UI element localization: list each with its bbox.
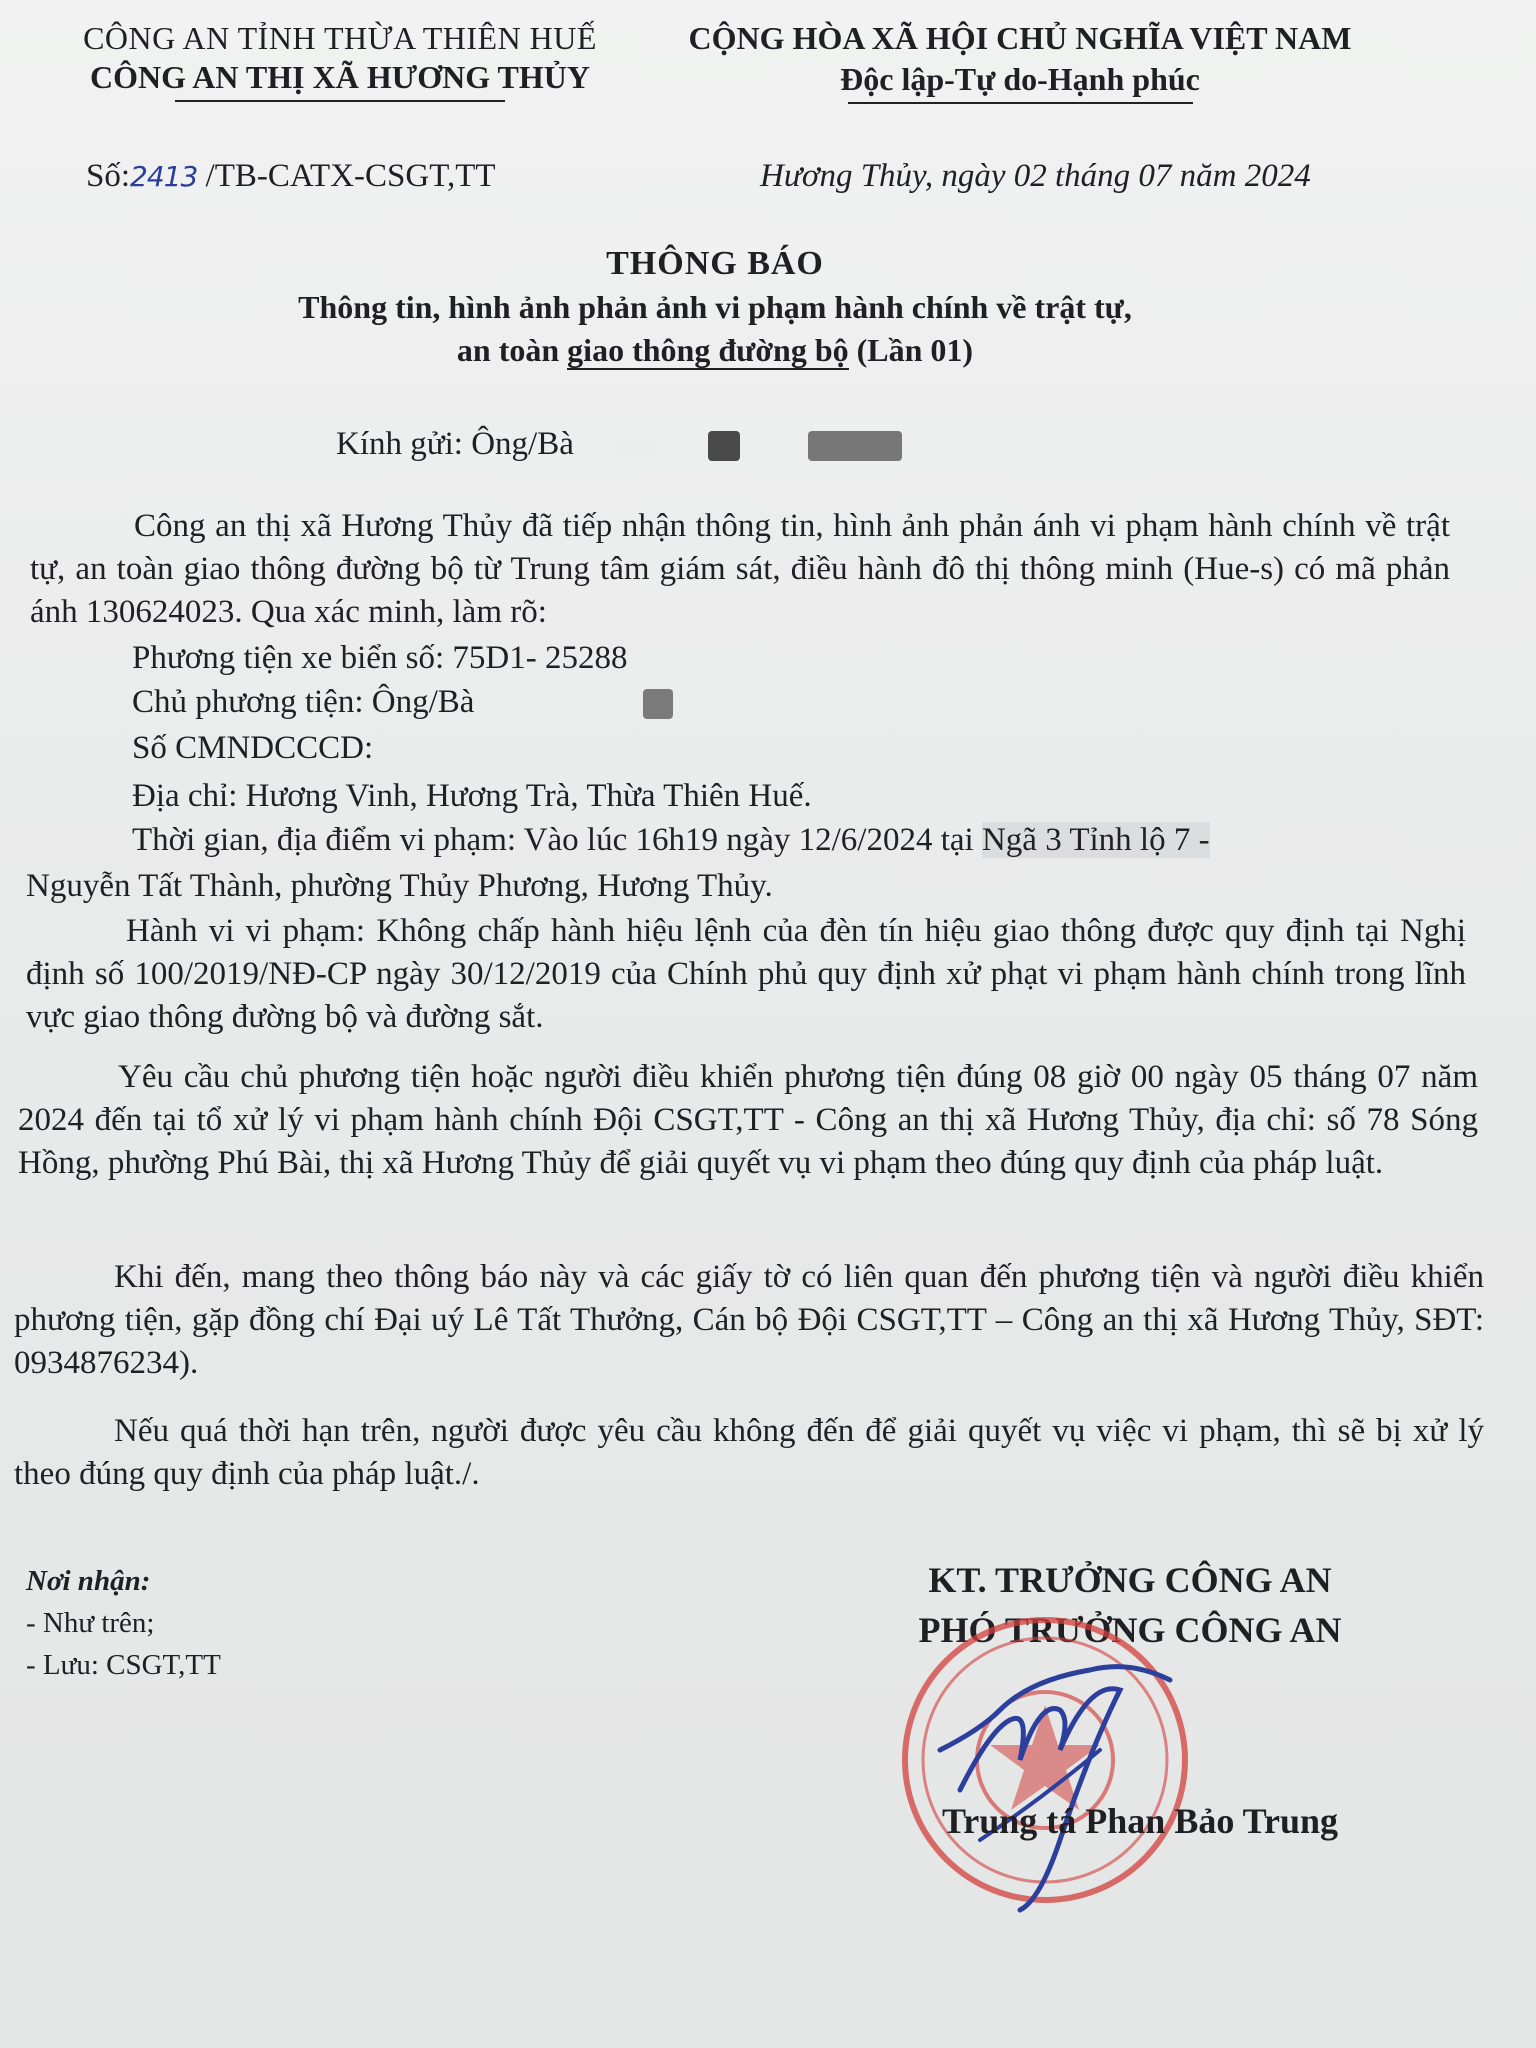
recipient-item: - Như trên; [26,1607,155,1639]
document-title: THÔNG BÁO [606,245,824,282]
agency-parent: CÔNG AN TỈNH THỪA THIÊN HUẾ [83,20,597,56]
signature-title1: KT. TRƯỞNG CÔNG AN [928,1560,1332,1600]
signer-name: Trung tá Phan Bảo Trung [941,1801,1339,1841]
redacted-block [708,431,740,461]
subtitle-part-underlined: giao thông đường bộ [567,332,849,368]
recipient-item: - Lưu: CSGT,TT [26,1649,221,1681]
document-subtitle-line2 [0,332,1430,369]
address-line: Địa chỉ: Hương Vinh, Hương Trà, Thừa Thiên Huế. [132,778,812,814]
owner-line [132,684,673,721]
motto-underline [848,102,1193,104]
number-suffix: /TB-CATX-CSGT,TT [205,158,496,194]
time-place-line2: Nguyễn Tất Thành, phường Thủy Phương, Hương Thủy. [26,868,773,904]
bring-paragraph: Khi đến, mang theo thông báo này và các giấy tờ có liên quan đến phương tiện và người điều khiển phương tiện, gặp đồng chí Đại uý Lê Tất Thưởng, Cán bộ Đội CSGT,TT – Công an thị xã Hương Thủy, SĐT: 0934876234). [14,1259,1484,1381]
agency-header [40,20,640,102]
document-title-block [0,245,1430,369]
subtitle-part-a: an toàn [456,332,568,368]
document-subtitle-line1: Thông tin, hình ảnh phản ảnh vi phạm hành chính về trật tự, [298,289,1132,325]
time-place-a: Thời gian, địa điểm vi phạm: Vào lúc 16h19 ngày 12/6/2024 tại [132,822,982,858]
recipients-heading: Nơi nhận: [26,1565,151,1597]
signature-title2: PHÓ TRƯỞNG CÔNG AN [918,1610,1342,1650]
redacted-name [616,433,656,459]
time-place-highlight: Ngã 3 Tỉnh lộ 7 - [981,822,1210,858]
agency-name: CÔNG AN THỊ XÃ HƯƠNG THỦY [90,59,590,95]
greeting-text: Kính gửi: Ông/Bà [336,426,574,462]
nation-motto: Độc lập-Tự do-Hạnh phúc [840,61,1200,97]
agency-underline [175,100,505,102]
place-date: Hương Thủy, ngày 02 tháng 07 năm 2024 [760,158,1311,194]
vehicle-plate-line: Phương tiện xe biển số: 75D1- 25288 [132,640,628,676]
greeting [336,426,902,463]
national-header [660,20,1380,104]
redacted-owner [643,689,673,719]
request-paragraph: Yêu cầu chủ phương tiện hoặc người điều khiển phương tiện đúng 08 giờ 00 ngày 05 tháng 07 năm 2024 đến tại tổ xử lý vi phạm hành chính Đội CSGT,TT - Công an thị xã Hương Thủy, địa chỉ: số 78 Sóng Hồng, phường Phú Bài, thị xã Hương Thủy để giải quyết vụ vi phạm theo đúng quy định của pháp luật. [18,1059,1478,1181]
official-seal-icon [870,1590,1210,1930]
document-number [86,158,496,195]
recipients [26,1560,221,1686]
time-place-line [132,822,1210,859]
warning-paragraph: Nếu quá thời hạn trên, người được yêu cầu không đến để giải quyết vụ việc vi phạm, thì sẽ bị xử lý theo đúng quy định của pháp luật./. [14,1413,1484,1492]
handwritten-number: 2413 [130,160,198,193]
violation-paragraph: Hành vi vi phạm: Không chấp hành hiệu lệnh của đèn tín hiệu giao thông được quy định tại Nghị định số 100/2019/NĐ-CP ngày 30/12/2019 của Chính phủ quy định xử phạt vi phạm hành chính trong lĩnh vực giao thông đường bộ và đường sắt. [26,913,1466,1035]
number-prefix: Số: [86,158,131,194]
id-number-line: Số CMNDCCCD: [132,730,374,766]
subtitle-part-c: (Lần 01) [848,332,974,368]
redacted-block [808,431,902,461]
intro-paragraph: Công an thị xã Hương Thủy đã tiếp nhận thông tin, hình ảnh phản ánh vi phạm hành chính về trật tự, an toàn giao thông đường bộ từ Trung tâm giám sát, điều hành đô thị thông minh (Hue-s) có mã phản ánh 130624023. Qua xác minh, làm rõ: [30,508,1450,630]
owner-label: Chủ phương tiện: Ông/Bà [132,684,475,720]
nation-title: CỘNG HÒA XÃ HỘI CHỦ NGHĨA VIỆT NAM [688,20,1352,56]
